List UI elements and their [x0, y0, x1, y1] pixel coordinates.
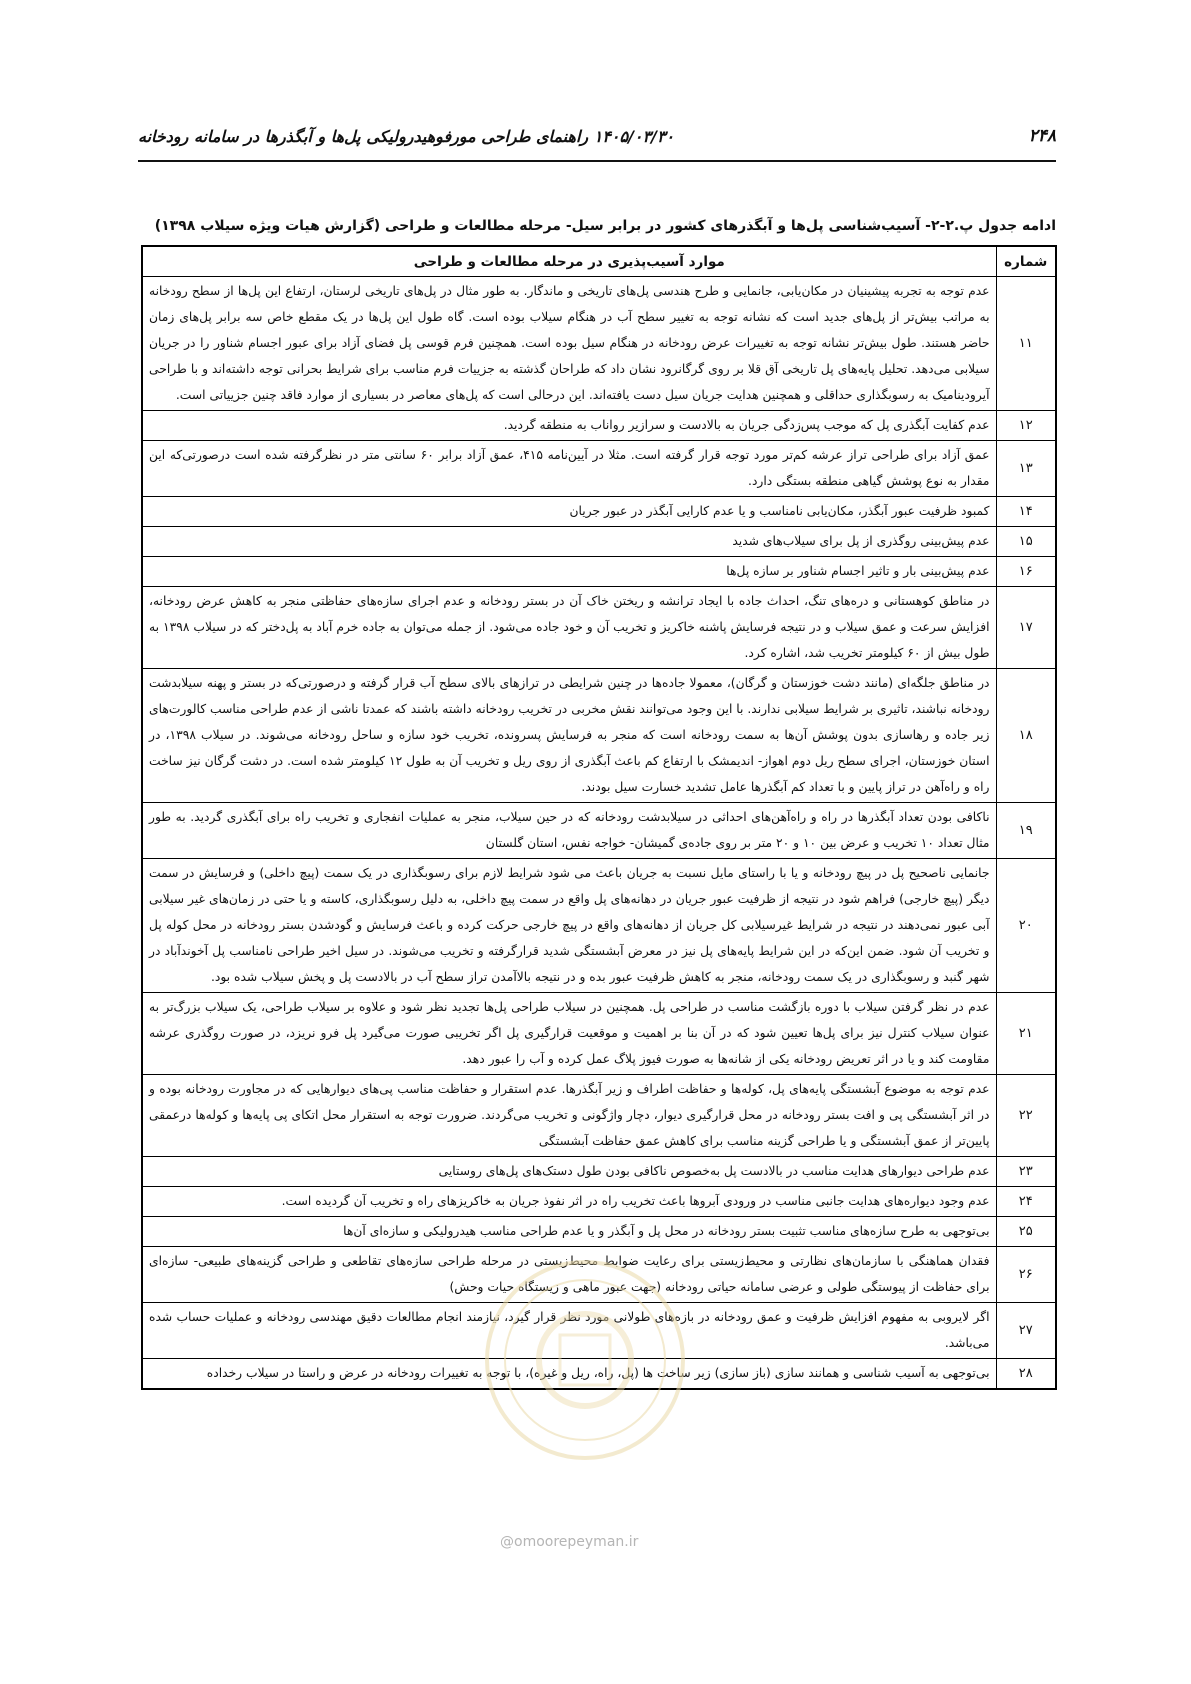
page-number: ۲۴۸	[1028, 126, 1056, 146]
table-row	[142, 669, 1056, 803]
table-row	[142, 1157, 1056, 1187]
running-header	[138, 126, 1056, 146]
table-row	[142, 1303, 1056, 1359]
row-number: ۲۱	[996, 993, 1056, 1075]
row-number: ۱۸	[996, 669, 1056, 803]
row-number: ۲۷	[996, 1303, 1056, 1359]
table-row	[142, 859, 1056, 993]
row-description: بی‌توجهی به آسیب شناسی و همانند سازی (باز سازی) زیر ساخت ها (پل، راه، ریل و غیره)، با توجه به تغییرات رودخانه در عرض و راستا در سیلاب رخداده	[142, 1359, 996, 1390]
row-number: ۲۲	[996, 1075, 1056, 1157]
row-number: ۲۶	[996, 1247, 1056, 1303]
row-description: عدم توجه به موضوع آبشستگی پایه‌های پل، کوله‌ها و حفاظت اطراف و زیر آبگذرها. عدم استقرار و حفاظت مناسب پی‌های دیوارهایی که در مجاورت رودخانه بوده و در اثر آبشستگی پی و افت بستر رودخانه در محل قرارگیری دیوار، دچار واژگونی و تخریب می‌گردند. ضرورت توجه به استقرار محل اتکای پی پایه‌ها و کوله‌ها درعمقی پایین‌تر از عمق آبشستگی و یا طراحی گزینه مناسب برای کاهش عمق حفاظت آبشستگی	[142, 1075, 996, 1157]
row-number: ۲۳	[996, 1157, 1056, 1187]
row-number: ۲۴	[996, 1187, 1056, 1217]
header-rule	[138, 160, 1056, 162]
row-number: ۱۳	[996, 441, 1056, 497]
row-description: بی‌توجهی به طرح سازه‌های مناسب تثبیت بستر رودخانه در محل پل و آبگذر و یا عدم طراحی مناسب هیدرولیکی و سازه‌ای آن‌ها	[142, 1217, 996, 1247]
table-row	[142, 441, 1056, 497]
row-number: ۱۲	[996, 411, 1056, 441]
table-row	[142, 993, 1056, 1075]
header-description: موارد آسیب‌پذیری در مرحله مطالعات و طراحی	[142, 246, 996, 277]
row-number: ۲۸	[996, 1359, 1056, 1390]
row-description: اگر لایروبی به مفهوم افزایش ظرفیت و عمق رودخانه در بازه‌های طولانی مورد نظر قرار گیرد، نیازمند انجام مطالعات دقیق مهندسی رودخانه و عملیات حساب شده می‌باشد.	[142, 1303, 996, 1359]
table-header-row	[142, 246, 1056, 277]
row-description: در مناطق کوهستانی و دره‌های تنگ، احداث جاده با ایجاد ترانشه و ریختن خاک آن در بستر رودخانه و عدم اجرای سازه‌های حفاظتی منجر به کاهش عرض رودخانه، افزایش سرعت و عمق سیلاب و در نتیجه فرسایش پاشنه خاکریز و تخریب آن و خود جاده می‌شود. از جمله می‌توان به جاده خرم آباد به پل‌دختر که در سیلاب ۱۳۹۸ به طول بیش از ۶۰ کیلومتر تخریب شد، اشاره کرد.	[142, 587, 996, 669]
table-row	[142, 1187, 1056, 1217]
row-description: در مناطق جلگه‌ای (مانند دشت خوزستان و گرگان)، معمولا جاده‌ها در چنین شرایطی در ترازهای بالای سطح آب قرار گرفته و درصورتی‌که در بستر و پهنه سیلابدشت رودخانه نباشند، تاثیری بر شرایط سیلابی ندارند. با این وجود می‌توانند نقش مخربی در تخریب رودخانه داشته باشند که عمدتا ناشی از عدم طراحی مناسب کالورت‌های زیر جاده و رهاسازی بدون پوشش آن‌ها به سمت رودخانه است که منجر به فرسایش پسرونده، تخریب خود سازه و ساحل رودخانه می‌شوند. در سیلاب ۱۳۹۸، در استان خوزستان، اجرای سطح ریل دوم اهواز- اندیمشک با ارتفاع کم باعث آبگذری از روی ریل و تخریب آن به طول ۱۲ کیلومتر شده است. در دشت گرگان نیز ساخت راه و راه‌آهن در تراز پایین و با تعداد کم آبگذرها عامل تشدید خسارت سیل بودند.	[142, 669, 996, 803]
table-row	[142, 527, 1056, 557]
row-number: ۱۵	[996, 527, 1056, 557]
row-description: عمق آزاد برای طراحی تراز عرشه کم‌تر مورد توجه قرار گرفته است. مثلا در آیین‌نامه ۴۱۵، عمق آزاد برابر ۶۰ سانتی متر در نظرگرفته شده است درصورتی‌که این مقدار به نوع پوشش گیاهی منطقه بستگی دارد.	[142, 441, 996, 497]
table-row	[142, 1247, 1056, 1303]
row-description: عدم پیش‌بینی بار و تاثیر اجسام شناور بر سازه پل‌ها	[142, 557, 996, 587]
running-title: ۱۴۰۵/۰۳/۳۰ راهنمای طراحی مورفوهیدرولیکی پل‌ها و آبگذرها در سامانه رودخانه	[138, 126, 675, 146]
row-number: ۲۵	[996, 1217, 1056, 1247]
row-description: عدم کفایت آبگذری پل که موجب پس‌زدگی جریان به بالادست و سرازیر رواناب به منطقه گردید.	[142, 411, 996, 441]
table-caption: ادامه جدول پ.۲-۲- آسیب‌شناسی پل‌ها و آبگذرهای کشور در برابر سیل- مرحله مطالعات و طراحی (گزارش هیات ویژه سیلاب ۱۳۹۸)	[154, 218, 1056, 234]
row-number: ۲۰	[996, 859, 1056, 993]
table-row	[142, 587, 1056, 669]
table-row	[142, 411, 1056, 441]
vulnerability-table	[141, 245, 1057, 1390]
row-description: فقدان هماهنگی با سازمان‌های نظارتی و محیط‌زیستی برای رعایت ضوابط محیط‌زیستی در مرحله طراحی سازه‌های تقاطعی و طراحی گزینه‌های طبیعی- سازه‌ای برای حفاظت از پیوستگی طولی و عرضی سامانه حیاتی رودخانه (جهت عبور ماهی و زیستگاه حیات وحش)	[142, 1247, 996, 1303]
table-body	[142, 277, 1056, 1390]
row-description: عدم در نظر گرفتن سیلاب با دوره بازگشت مناسب در طراحی پل. همچنین در سیلاب طراحی پل‌ها تجدید نظر شود و علاوه بر سیلاب طراحی، یک سیلاب بزرگ‌تر به عنوان سیلاب کنترل نیز برای پل‌ها تعیین شود که در آن بنا بر اهمیت و موقعیت قرارگیری پل اگر تخریبی صورت می‌گیرد پل فرو نریزد، در صورت روگذری عرشه مقاومت کند و یا در اثر تعریض رودخانه یکی از شانه‌ها به صورت فیوز پلاگ عمل کرده و آب را عبور دهد.	[142, 993, 996, 1075]
row-number: ۱۷	[996, 587, 1056, 669]
table-row	[142, 1075, 1056, 1157]
row-number: ۱۱	[996, 277, 1056, 411]
row-number: ۱۹	[996, 803, 1056, 859]
row-description: جانمایی ناصحیح پل در پیچ رودخانه و یا با راستای مایل نسبت به جریان باعث می شود شرایط لازم برای رسوبگذاری در یک سمت (پیچ داخلی) و فرسایش در سمت دیگر (پیچ خارجی) فراهم شود در نتیجه از ظرفیت عبور جریان در دهانه‌های پل واقع در سمت پیچ داخلی، به دلیل رسوبگذاری، کاسته و یا حتی در زمان‌های غیر سیلابی آبی عبور نمی‌دهند در نتیجه در شرایط غیرسیلابی کل جریان از دهانه‌های واقع در پیچ خارجی حرکت کرده و باعث فرسایش و گودشدن بستر رودخانه در محل کوله پل و تخریب آن شود. ضمن این‌که در این شرایط پایه‌های پل نیز در معرض آبشستگی شدید قرارگرفته و تخریب می‌شوند. در سیل اخیر طراحی نامناسب پل آخوندآباد در شهر گنبد و رسوبگذاری در یک سمت رودخانه، منجر به کاهش ظرفیت عبور بده و در نتیجه بالاآمدن تراز سطح آب در بالادست پل و پخش سیلاب شده بود.	[142, 859, 996, 993]
row-number: ۱۴	[996, 497, 1056, 527]
row-description: عدم طراحی دیوارهای هدایت مناسب در بالادست پل به‌خصوص ناکافی بودن طول دستک‌های پل‌های روستایی	[142, 1157, 996, 1187]
table-row	[142, 277, 1056, 411]
row-description: ناکافی بودن تعداد آبگذرها در راه و راه‌آهن‌های احداثی در سیلابدشت رودخانه که در حین سیلاب، منجر به عملیات انفجاری و تخریب راه برای آبگذری گردید. به طور مثال تعداد ۱۰ تخریب و عرض بین ۱۰ و ۲۰ متر بر روی جاده‌ی گمیشان- خواجه نفس، استان گلستان	[142, 803, 996, 859]
table-row	[142, 497, 1056, 527]
table-row	[142, 1359, 1056, 1390]
table-row	[142, 1217, 1056, 1247]
table-row	[142, 803, 1056, 859]
row-description: عدم وجود دیواره‌های هدایت جانبی مناسب در ورودی آبروها باعث تخریب راه در اثر نفوذ جریان به خاکریزهای راه و تخریب آن گردیده است.	[142, 1187, 996, 1217]
table-row	[142, 557, 1056, 587]
watermark-site: @omoorepeyman.ir	[500, 1534, 639, 1550]
header-number: شماره	[996, 246, 1056, 277]
row-description: کمبود ظرفیت عبور آبگذر، مکان‌یابی نامناسب و یا عدم کارایی آبگذر در عبور جریان	[142, 497, 996, 527]
row-description: عدم توجه به تجربه پیشینیان در مکان‌یابی، جانمایی و طرح هندسی پل‌های تاریخی و ماندگار. به طور مثال در پل‌های تاریخی لرستان، ارتفاع این پل‌ها از سطح رودخانه به مراتب بیش‌تر از پل‌های جدید است که نشانه توجه به تغییر سطح آب در هنگام سیلاب بوده است. گاه طول این پل‌ها در یک مقطع خاص سه برابر پل‌های زمان حاضر هستند. طول بیش‌تر نشانه توجه به تغییرات عرض رودخانه در هنگام سیل بوده است. همچنین فرم قوسی پل فضای آزاد برای عبور اجسام شناور را در جریان سیلابی می‌دهد. تحلیل پایه‌های پل تاریخی آق قلا بر روی گرگانرود نشان داد که طراحان گذشته به جزییات فرم مناسب برای شرایط بحرانی توجه داشته‌اند و با طراحی آیرودینامیک به رسوبگذاری حداقلی و همچنین هدایت جریان سیل دست یافته‌اند. این درحالی است که پل‌های معاصر در بسیاری از موارد فاقد چنین جزییاتی است.	[142, 277, 996, 411]
row-number: ۱۶	[996, 557, 1056, 587]
row-description: عدم پیش‌بینی روگذری از پل برای سیلاب‌های شدید	[142, 527, 996, 557]
